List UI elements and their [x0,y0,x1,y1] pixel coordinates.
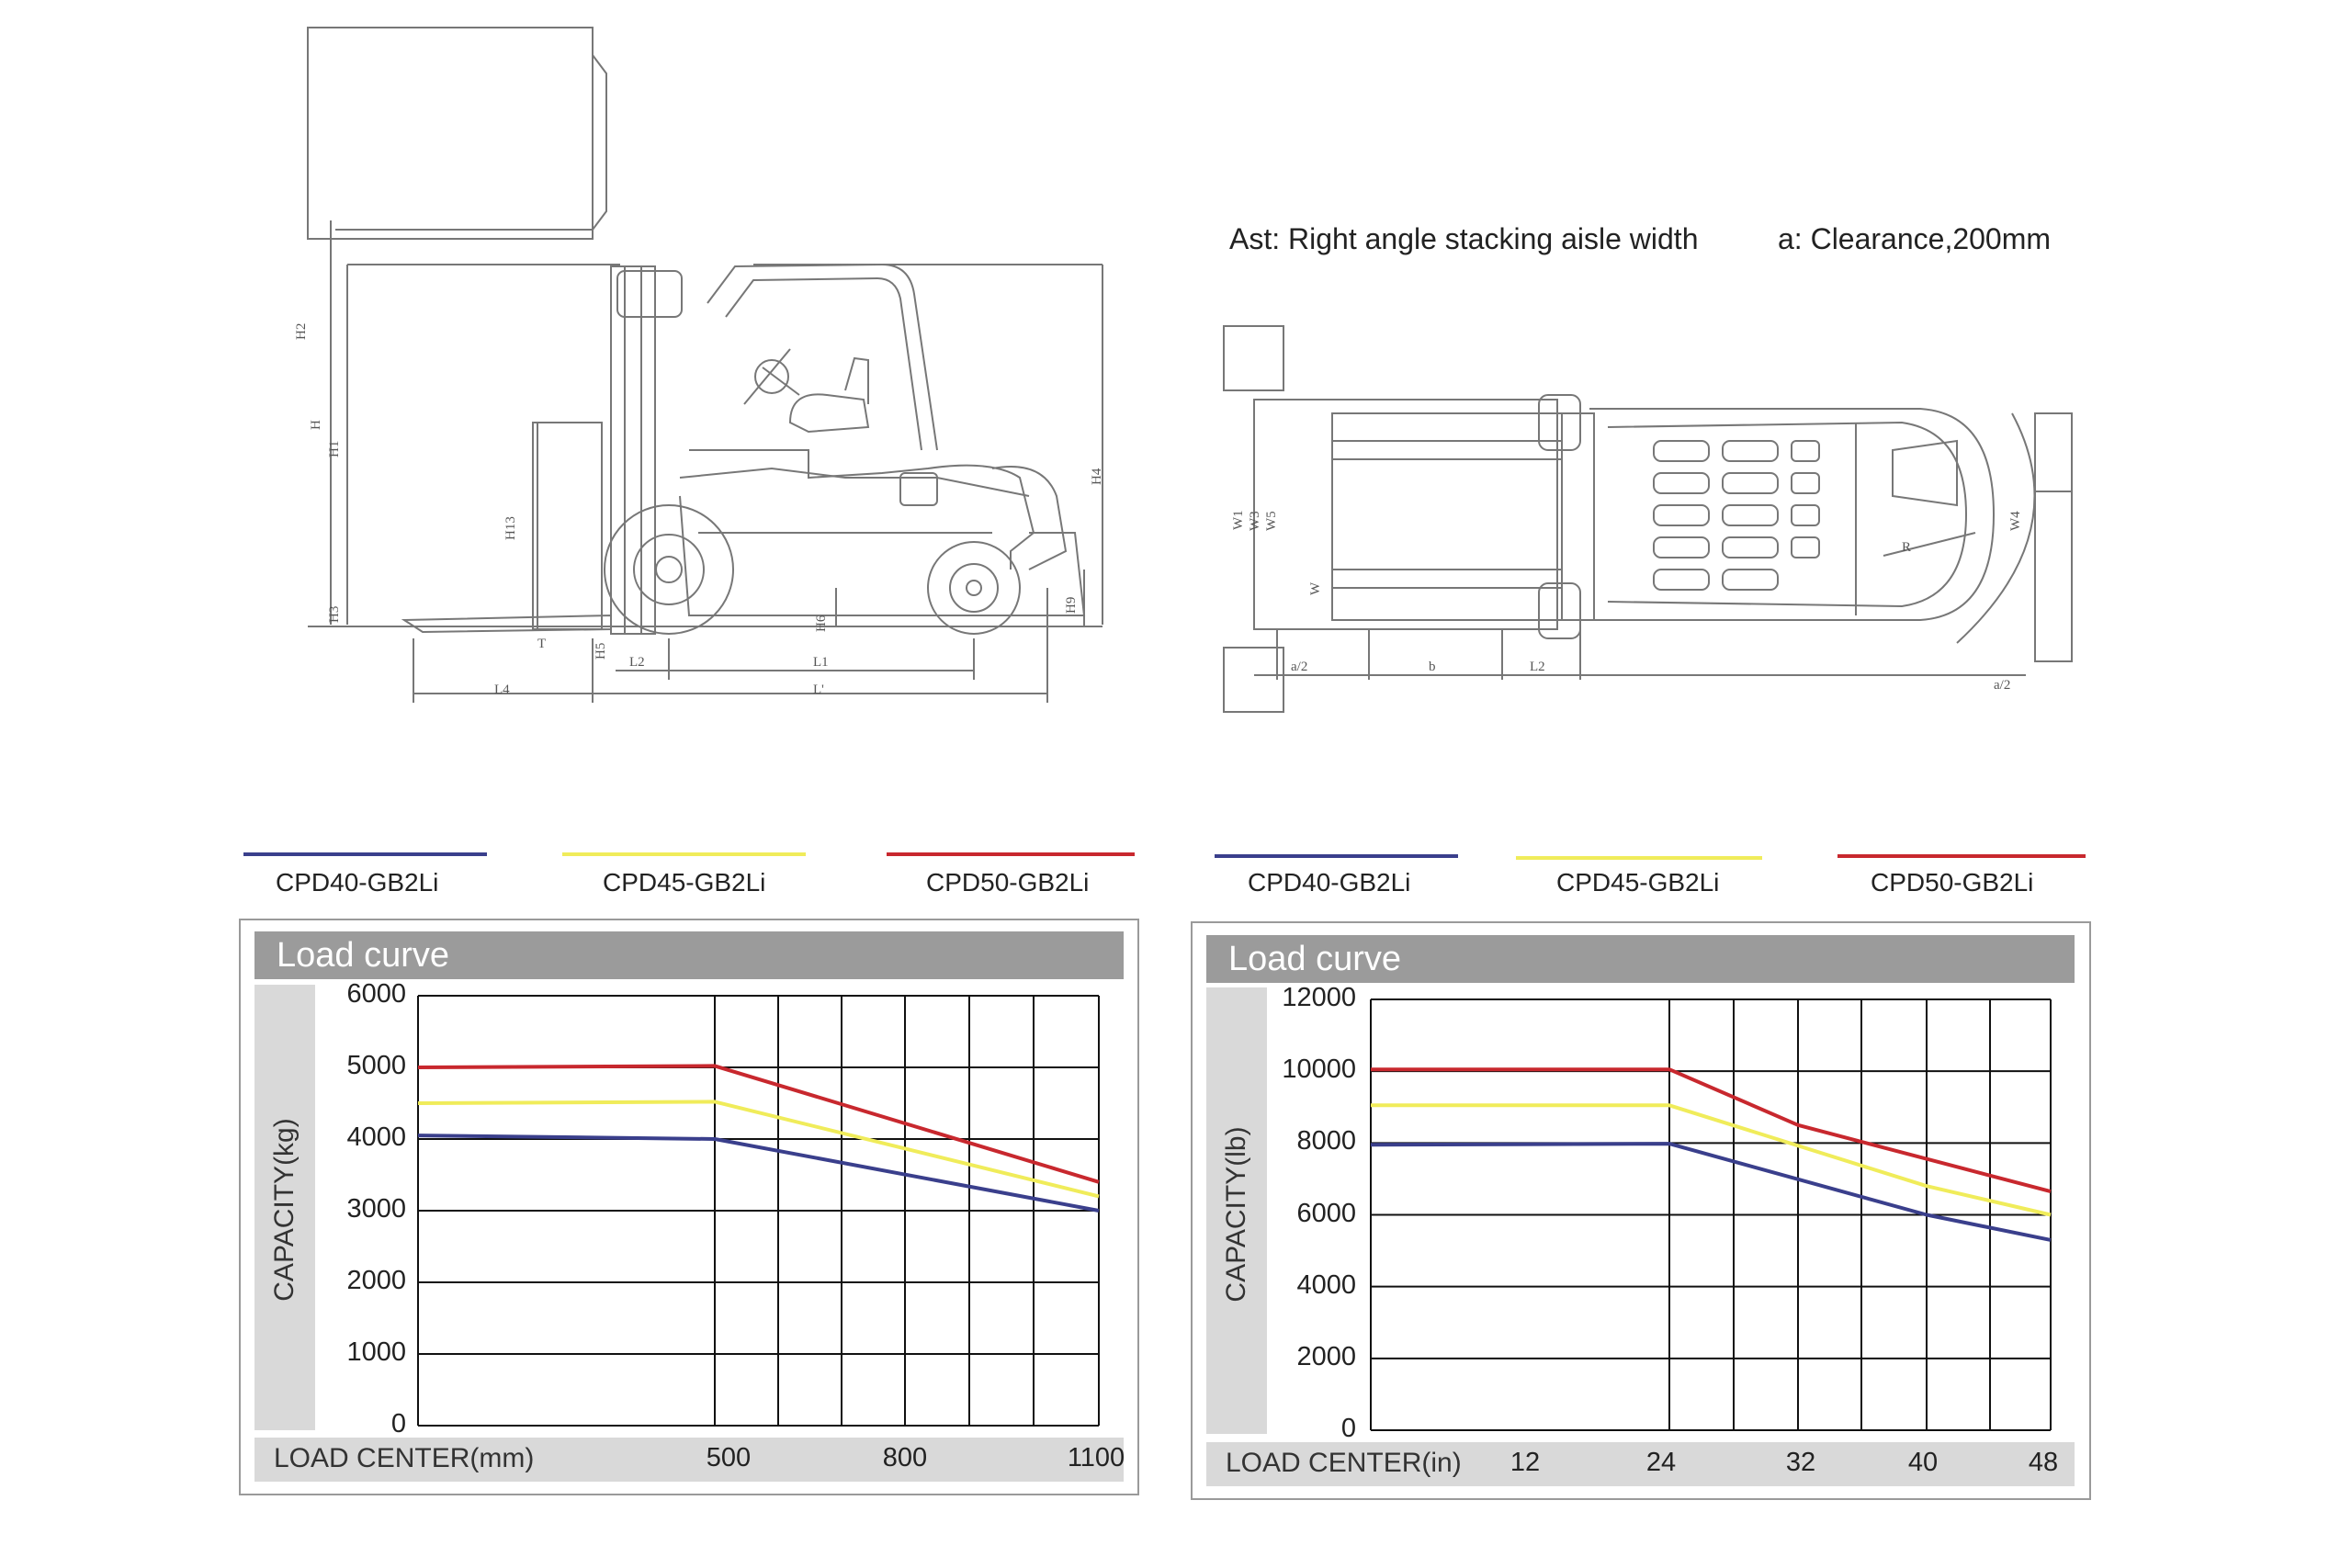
dim-label-l2-top: L2 [1530,660,1545,674]
dim-label-t: T [537,637,547,651]
dim-label-h: H [309,420,323,430]
dim-label-w: W [1308,581,1323,595]
y-tick-label: 5000 [346,1051,406,1080]
dim-label-l2: L2 [629,655,645,670]
x-tick-label: 32 [1785,1448,1816,1477]
dim-label-a2-right: a/2 [1994,678,2011,693]
x-axis-title-lb: LOAD CENTER(in) [1226,1448,1462,1478]
y-tick-label: 6000 [1296,1198,1356,1228]
dim-label-a2-left: a/2 [1291,660,1308,674]
y-tick-label: 6000 [346,979,406,1009]
dim-label-w1: W1 [1231,510,1246,530]
dim-label-r: R [1902,540,1912,555]
dim-label-l1: L1 [813,655,829,670]
dim-label-lprime: L' [813,682,824,697]
y-tick-label: 4000 [1296,1269,1356,1300]
y-tick-label: 12000 [1282,983,1356,1012]
y-tick-label: 2000 [346,1266,406,1295]
y-axis-title-lb: CAPACITY(lb) [1221,1126,1251,1303]
legend-label-cpd50-left: CPD50-GB2Li [926,868,1090,897]
y-tick-label: 0 [390,1409,406,1438]
dim-label-h9: H9 [1064,596,1079,614]
dim-label-l4: L4 [494,682,510,697]
x-tick-label: 24 [1645,1448,1677,1477]
chart-title-lb: Load curve [1206,935,2075,983]
y-tick-label: 4000 [346,1122,406,1152]
dim-label-h4: H4 [1090,468,1104,485]
dim-label-h2: H2 [294,322,309,340]
series-line-cpd45-gb2li [1371,1105,2051,1214]
y-tick-label: 0 [1340,1414,1356,1443]
legend-label-cpd45-right: CPD45-GB2Li [1556,868,1720,897]
y-tick-label: 10000 [1282,1055,1356,1085]
dim-label-h13: H13 [503,516,518,540]
y-tick-label: 8000 [1296,1126,1356,1156]
x-tick-label: 1100 [1067,1443,1125,1472]
x-tick-label: 48 [2028,1448,2059,1477]
dim-label-h3: H3 [327,605,342,623]
legend-label-cpd40-left: CPD40-GB2Li [276,868,439,897]
chart-title-kg: Load curve [254,931,1124,979]
y-tick-label: 1000 [346,1337,406,1367]
series-line-cpd50-gb2li [1371,1069,2051,1191]
x-tick-label: 800 [882,1443,928,1472]
y-tick-label: 2000 [1296,1341,1356,1371]
x-tick-label: 500 [706,1443,752,1472]
dim-label-b: b [1429,660,1436,674]
y-axis-title-kg: CAPACITY(kg) [269,1118,300,1302]
legend-label-cpd50-right: CPD50-GB2Li [1871,868,2034,897]
x-axis-title-kg: LOAD CENTER(mm) [274,1443,535,1473]
dim-label-w4: W4 [2008,511,2023,531]
aisle-width-note: Ast: Right angle stacking aisle width [1229,222,1699,255]
x-tick-label: 12 [1510,1448,1541,1477]
y-tick-label: 3000 [346,1194,406,1224]
clearance-note: a: Clearance,200mm [1778,222,2052,255]
dim-label-h1: H1 [327,440,342,457]
x-tick-label: 40 [1907,1448,1939,1477]
legend-label-cpd40-right: CPD40-GB2Li [1248,868,1411,897]
dim-label-w5: W5 [1264,511,1279,531]
dim-label-h6: H6 [814,615,829,632]
dim-label-w3: W3 [1248,511,1262,531]
dim-label-h5: H5 [594,642,608,660]
legend-label-cpd45-left: CPD45-GB2Li [603,868,766,897]
